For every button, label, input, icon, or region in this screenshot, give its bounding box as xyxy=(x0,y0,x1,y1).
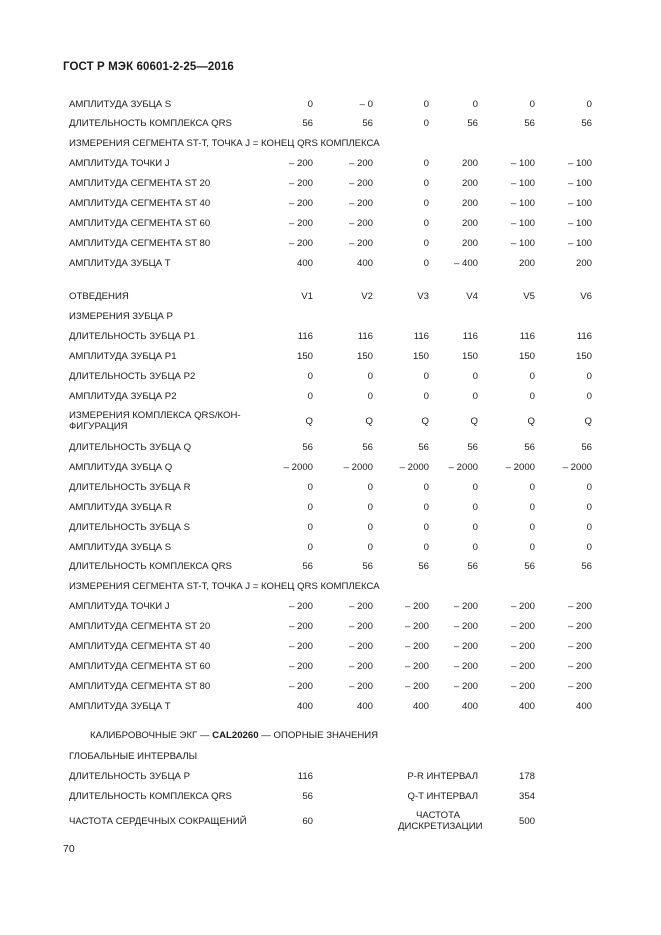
table-row xyxy=(0,641,661,657)
cell-value: – 200 xyxy=(404,661,429,672)
cell-value: – 200 xyxy=(567,681,592,692)
cell-value: – 0 xyxy=(359,99,373,110)
row-label: АМПЛИТУДА ЗУБЦА T xyxy=(69,258,171,269)
cell-value: – 200 xyxy=(453,621,478,632)
lead-header: V6 xyxy=(580,291,592,302)
lead-header: V5 xyxy=(523,291,535,302)
cell-value: 0 xyxy=(367,542,373,553)
cell-value: 150 xyxy=(518,351,535,362)
table-row xyxy=(0,178,661,194)
row-label: ДЛИТЕЛЬНОСТЬ ЗУБЦА Q xyxy=(69,442,192,453)
cell-value: Q xyxy=(365,416,373,427)
cell-value: – 200 xyxy=(567,641,592,652)
cell-value: – 200 xyxy=(453,601,478,612)
cell-value: – 200 xyxy=(348,178,373,189)
row-label: ДЛИТЕЛЬНОСТЬ ЗУБЦА R xyxy=(69,482,191,493)
cell-value: 0 xyxy=(367,391,373,402)
cell-value: 0 xyxy=(307,99,313,110)
cell-value: – 200 xyxy=(510,681,535,692)
cell-value: – 100 xyxy=(510,238,535,249)
cell-value: 0 xyxy=(423,178,429,189)
cell-value: 0 xyxy=(586,371,592,382)
cell-value: – 200 xyxy=(348,218,373,229)
page-number: 70 xyxy=(63,843,75,855)
cell-value: 0 xyxy=(529,542,535,553)
cell-value: 0 xyxy=(423,238,429,249)
row-label: ДЛИТЕЛЬНОСТЬ КОМПЛЕКСА QRS xyxy=(69,118,232,129)
cell-value: – 2000 xyxy=(448,462,478,473)
cell-value: 56 xyxy=(362,442,373,453)
cell-value: – 200 xyxy=(567,601,592,612)
cell-value: – 100 xyxy=(567,158,592,169)
cell-value: – 100 xyxy=(510,158,535,169)
calibration-code: CAL20260 xyxy=(212,730,259,741)
global-value: 116 xyxy=(297,771,313,782)
row-label: АМПЛИТУДА ЗУБЦА Q xyxy=(69,462,173,473)
table-row xyxy=(0,118,661,134)
document-header: ГОСТ Р МЭК 60601-2-25—2016 xyxy=(63,61,234,73)
cell-value: 150 xyxy=(461,351,478,362)
row-label: АМПЛИТУДА ТОЧКИ J xyxy=(69,158,170,169)
row-label: АМПЛИТУДА СЕГМЕНТА ST 20 xyxy=(69,178,211,189)
cell-value: 400 xyxy=(461,701,478,712)
cell-value: 0 xyxy=(586,99,592,110)
lead-header: V2 xyxy=(361,291,373,302)
cell-value: – 200 xyxy=(510,621,535,632)
cell-value: 56 xyxy=(362,561,373,572)
cell-value: 56 xyxy=(581,442,592,453)
cell-value: 0 xyxy=(367,371,373,382)
row-label: АМПЛИТУДА СЕГМЕНТА ST 80 xyxy=(69,681,211,692)
table-row xyxy=(0,482,661,498)
cell-value: 0 xyxy=(472,371,478,382)
row-label: АМПЛИТУДА СЕГМЕНТА ST 60 xyxy=(69,661,211,672)
cell-value: 150 xyxy=(412,351,429,362)
row-label: АМПЛИТУДА ЗУБЦА T xyxy=(69,701,171,712)
cell-value: 56 xyxy=(302,561,313,572)
lead-header: V4 xyxy=(466,291,478,302)
row-label: ДЛИТЕЛЬНОСТЬ ЗУБЦА S xyxy=(69,522,190,533)
row-label: АМПЛИТУДА СЕГМЕНТА ST 60 xyxy=(69,218,211,229)
cell-value: – 200 xyxy=(288,621,313,632)
cell-value: – 2000 xyxy=(343,462,373,473)
cell-value: – 100 xyxy=(567,178,592,189)
cell-value: – 200 xyxy=(510,641,535,652)
leads-header-row xyxy=(0,291,661,307)
table-row xyxy=(0,158,661,174)
global-value-2: 354 xyxy=(518,791,535,802)
cell-value: 150 xyxy=(296,351,313,362)
cell-value: 400 xyxy=(356,258,373,269)
cell-value: – 200 xyxy=(288,641,313,652)
cell-value: 400 xyxy=(356,701,373,712)
qrs-config-row xyxy=(0,410,661,434)
cell-value: 0 xyxy=(472,522,478,533)
cell-value: 0 xyxy=(307,391,313,402)
cell-value: 56 xyxy=(302,442,313,453)
global-intervals-title: ГЛОБАЛЬНЫЕ ИНТЕРВАЛЫ xyxy=(69,751,198,762)
table-row xyxy=(0,701,661,717)
table-row xyxy=(0,331,661,347)
cell-value: 0 xyxy=(472,482,478,493)
cell-value: – 200 xyxy=(510,661,535,672)
cell-value: 0 xyxy=(423,522,429,533)
cell-value: 200 xyxy=(461,238,478,249)
cell-value: – 200 xyxy=(288,198,313,209)
global-label: ДЛИТЕЛЬНОСТЬ КОМПЛЕКСА QRS xyxy=(69,791,232,802)
cell-value: 0 xyxy=(423,391,429,402)
row-label: АМПЛИТУДА СЕГМЕНТА ST 40 xyxy=(69,198,211,209)
table-row xyxy=(0,621,661,637)
table-row xyxy=(0,351,661,367)
cell-value: – 200 xyxy=(567,621,592,632)
table-row xyxy=(0,542,661,558)
cell-value: – 200 xyxy=(288,158,313,169)
global-label: ЧАСТОТА СЕРДЕЧНЫХ СОКРАЩЕНИЙ xyxy=(69,816,247,827)
row-label: АМПЛИТУДА СЕГМЕНТА ST 40 xyxy=(69,641,211,652)
cell-value: – 100 xyxy=(567,198,592,209)
cell-value: – 200 xyxy=(348,641,373,652)
cell-value: – 200 xyxy=(404,641,429,652)
cell-value: 56 xyxy=(467,442,478,453)
cell-value: – 200 xyxy=(348,621,373,632)
cell-value: – 100 xyxy=(510,198,535,209)
cell-value: – 200 xyxy=(288,178,313,189)
cell-value: – 200 xyxy=(453,661,478,672)
cell-value: 0 xyxy=(307,522,313,533)
table-row xyxy=(0,442,661,458)
lead-header: V3 xyxy=(417,291,429,302)
section-heading: ИЗМЕРЕНИЯ СЕГМЕНТА ST-T, ТОЧКА J = КОНЕЦ QRS КОМПЛЕКСА xyxy=(69,581,380,592)
calibration-suffix: — ОПОРНЫЕ ЗНАЧЕНИЯ xyxy=(258,730,379,741)
cell-value: 200 xyxy=(461,158,478,169)
global-label-2: ЧАСТОТА ДИСКРЕТИЗАЦИИ xyxy=(398,810,483,832)
row-label: АМПЛИТУДА СЕГМЕНТА ST 80 xyxy=(69,238,211,249)
lead-header: V1 xyxy=(301,291,313,302)
cell-value: – 200 xyxy=(404,621,429,632)
cell-value: 0 xyxy=(367,522,373,533)
cell-value: 0 xyxy=(586,502,592,513)
cell-value: 0 xyxy=(472,391,478,402)
cell-value: – 200 xyxy=(453,641,478,652)
calibration-prefix: КАЛИБРОВОЧНЫЕ ЭКГ — xyxy=(90,730,213,741)
cell-value: 56 xyxy=(524,442,535,453)
cell-value: Q xyxy=(305,416,313,427)
cell-value: 0 xyxy=(423,198,429,209)
table-row xyxy=(0,391,661,407)
row-label: АМПЛИТУДА ТОЧКИ J xyxy=(69,601,170,612)
cell-value: – 100 xyxy=(567,238,592,249)
cell-value: – 100 xyxy=(510,178,535,189)
table-row xyxy=(0,462,661,478)
cell-value: 400 xyxy=(296,701,313,712)
cell-value: 400 xyxy=(296,258,313,269)
row-label: ДЛИТЕЛЬНОСТЬ ЗУБЦА P2 xyxy=(69,371,196,382)
cell-value: 56 xyxy=(302,118,313,129)
cell-value: 0 xyxy=(586,542,592,553)
cell-value: 0 xyxy=(367,482,373,493)
cell-value: 0 xyxy=(472,99,478,110)
cell-value: 0 xyxy=(529,522,535,533)
global-value: 56 xyxy=(302,791,313,802)
cell-value: 0 xyxy=(423,99,429,110)
row-label: АМПЛИТУДА ЗУБЦА R xyxy=(69,502,172,513)
cell-value: Q xyxy=(527,416,535,427)
table-row xyxy=(0,661,661,677)
cell-value: 0 xyxy=(423,502,429,513)
cell-value: – 200 xyxy=(404,601,429,612)
cell-value: – 200 xyxy=(288,661,313,672)
section-heading: ИЗМЕРЕНИЯ СЕГМЕНТА ST-T, ТОЧКА J = КОНЕЦ QRS КОМПЛЕКСА xyxy=(69,138,380,149)
table-row xyxy=(0,601,661,617)
row-label: ИЗМЕРЕНИЯ КОМПЛЕКСА QRS/КОН-ФИГУРАЦИЯ xyxy=(69,410,241,432)
cell-value: – 200 xyxy=(348,601,373,612)
table-row xyxy=(0,258,661,274)
table-row xyxy=(0,561,661,577)
table-row xyxy=(0,198,661,214)
global-value-2: 178 xyxy=(518,771,535,782)
cell-value: – 200 xyxy=(348,158,373,169)
cell-value: 56 xyxy=(362,118,373,129)
global-value-2: 500 xyxy=(518,816,535,827)
section-heading: ИЗМЕРЕНИЯ ЗУБЦА P xyxy=(69,311,173,322)
cell-value: 116 xyxy=(357,331,373,342)
cell-value: 0 xyxy=(529,482,535,493)
table-row xyxy=(0,522,661,538)
cell-value: 0 xyxy=(423,218,429,229)
cell-value: 0 xyxy=(307,542,313,553)
cell-value: – 2000 xyxy=(283,462,313,473)
cell-value: 0 xyxy=(472,502,478,513)
cell-value: 0 xyxy=(307,371,313,382)
cell-value: 0 xyxy=(423,371,429,382)
row-label: ДЛИТЕЛЬНОСТЬ КОМПЛЕКСА QRS xyxy=(69,561,232,572)
cell-value: 56 xyxy=(418,561,429,572)
cell-value: – 200 xyxy=(510,601,535,612)
cell-value: 0 xyxy=(423,542,429,553)
cell-value: 116 xyxy=(576,331,592,342)
cell-value: – 200 xyxy=(288,238,313,249)
cell-value: Q xyxy=(470,416,478,427)
global-label-2: P-R ИНТЕРВАЛ xyxy=(407,771,478,782)
row-label: ДЛИТЕЛЬНОСТЬ ЗУБЦА P1 xyxy=(69,331,196,342)
cell-value: – 200 xyxy=(348,238,373,249)
cell-value: 200 xyxy=(461,178,478,189)
cell-value: 56 xyxy=(467,118,478,129)
cell-value: 400 xyxy=(518,701,535,712)
table-row xyxy=(0,502,661,518)
cell-value: 116 xyxy=(413,331,429,342)
cell-value: Q xyxy=(421,416,429,427)
cell-value: 56 xyxy=(418,442,429,453)
cell-value: 400 xyxy=(412,701,429,712)
cell-value: – 200 xyxy=(404,681,429,692)
cell-value: 150 xyxy=(356,351,373,362)
leads-label: ОТВЕДЕНИЯ xyxy=(69,291,129,302)
cell-value: 116 xyxy=(462,331,478,342)
cell-value: Q xyxy=(584,416,592,427)
global-label: ДЛИТЕЛЬНОСТЬ ЗУБЦА P xyxy=(69,771,190,782)
cell-value: 0 xyxy=(529,502,535,513)
cell-value: – 2000 xyxy=(562,462,592,473)
cell-value: – 200 xyxy=(288,218,313,229)
cell-value: 0 xyxy=(423,118,429,129)
row-label: АМПЛИТУДА ЗУБЦА S xyxy=(69,542,172,553)
cell-value: 0 xyxy=(307,502,313,513)
cell-value: 400 xyxy=(575,701,592,712)
cell-value: 150 xyxy=(575,351,592,362)
cell-value: – 200 xyxy=(348,661,373,672)
cell-value: 200 xyxy=(518,258,535,269)
cell-value: 0 xyxy=(423,158,429,169)
cell-value: 200 xyxy=(461,198,478,209)
cell-value: 56 xyxy=(524,561,535,572)
cell-value: 0 xyxy=(472,542,478,553)
table-row xyxy=(0,218,661,234)
global-label-2: Q-T ИНТЕРВАЛ xyxy=(407,791,478,802)
cell-value: 0 xyxy=(307,482,313,493)
cell-value: 56 xyxy=(581,118,592,129)
cell-value: 0 xyxy=(423,482,429,493)
cell-value: 56 xyxy=(581,561,592,572)
cell-value: 56 xyxy=(467,561,478,572)
row-label: АМПЛИТУДА ЗУБЦА P2 xyxy=(69,391,177,402)
cell-value: – 100 xyxy=(567,218,592,229)
cell-value: 0 xyxy=(423,258,429,269)
calibration-heading xyxy=(90,730,378,741)
cell-value: 116 xyxy=(519,331,535,342)
cell-value: 0 xyxy=(529,391,535,402)
cell-value: – 200 xyxy=(567,661,592,672)
cell-value: – 200 xyxy=(453,681,478,692)
row-label: АМПЛИТУДА ЗУБЦА P1 xyxy=(69,351,177,362)
cell-value: – 100 xyxy=(510,218,535,229)
cell-value: – 200 xyxy=(288,601,313,612)
cell-value: – 400 xyxy=(453,258,478,269)
cell-value: – 2000 xyxy=(505,462,535,473)
table-row xyxy=(0,99,661,115)
cell-value: – 200 xyxy=(348,681,373,692)
cell-value: 0 xyxy=(586,482,592,493)
cell-value: 0 xyxy=(529,371,535,382)
table-row xyxy=(0,681,661,697)
cell-value: 0 xyxy=(367,502,373,513)
cell-value: 116 xyxy=(297,331,313,342)
cell-value: 0 xyxy=(529,99,535,110)
row-label: АМПЛИТУДА СЕГМЕНТА ST 20 xyxy=(69,621,211,632)
cell-value: – 200 xyxy=(288,681,313,692)
cell-value: 0 xyxy=(586,391,592,402)
cell-value: 56 xyxy=(524,118,535,129)
table-row xyxy=(0,238,661,254)
cell-value: 200 xyxy=(461,218,478,229)
row-label: АМПЛИТУДА ЗУБЦА S xyxy=(69,99,172,110)
cell-value: – 200 xyxy=(348,198,373,209)
global-value: 60 xyxy=(302,816,313,827)
cell-value: 0 xyxy=(586,522,592,533)
cell-value: – 2000 xyxy=(399,462,429,473)
cell-value: 200 xyxy=(575,258,592,269)
table-row xyxy=(0,371,661,387)
